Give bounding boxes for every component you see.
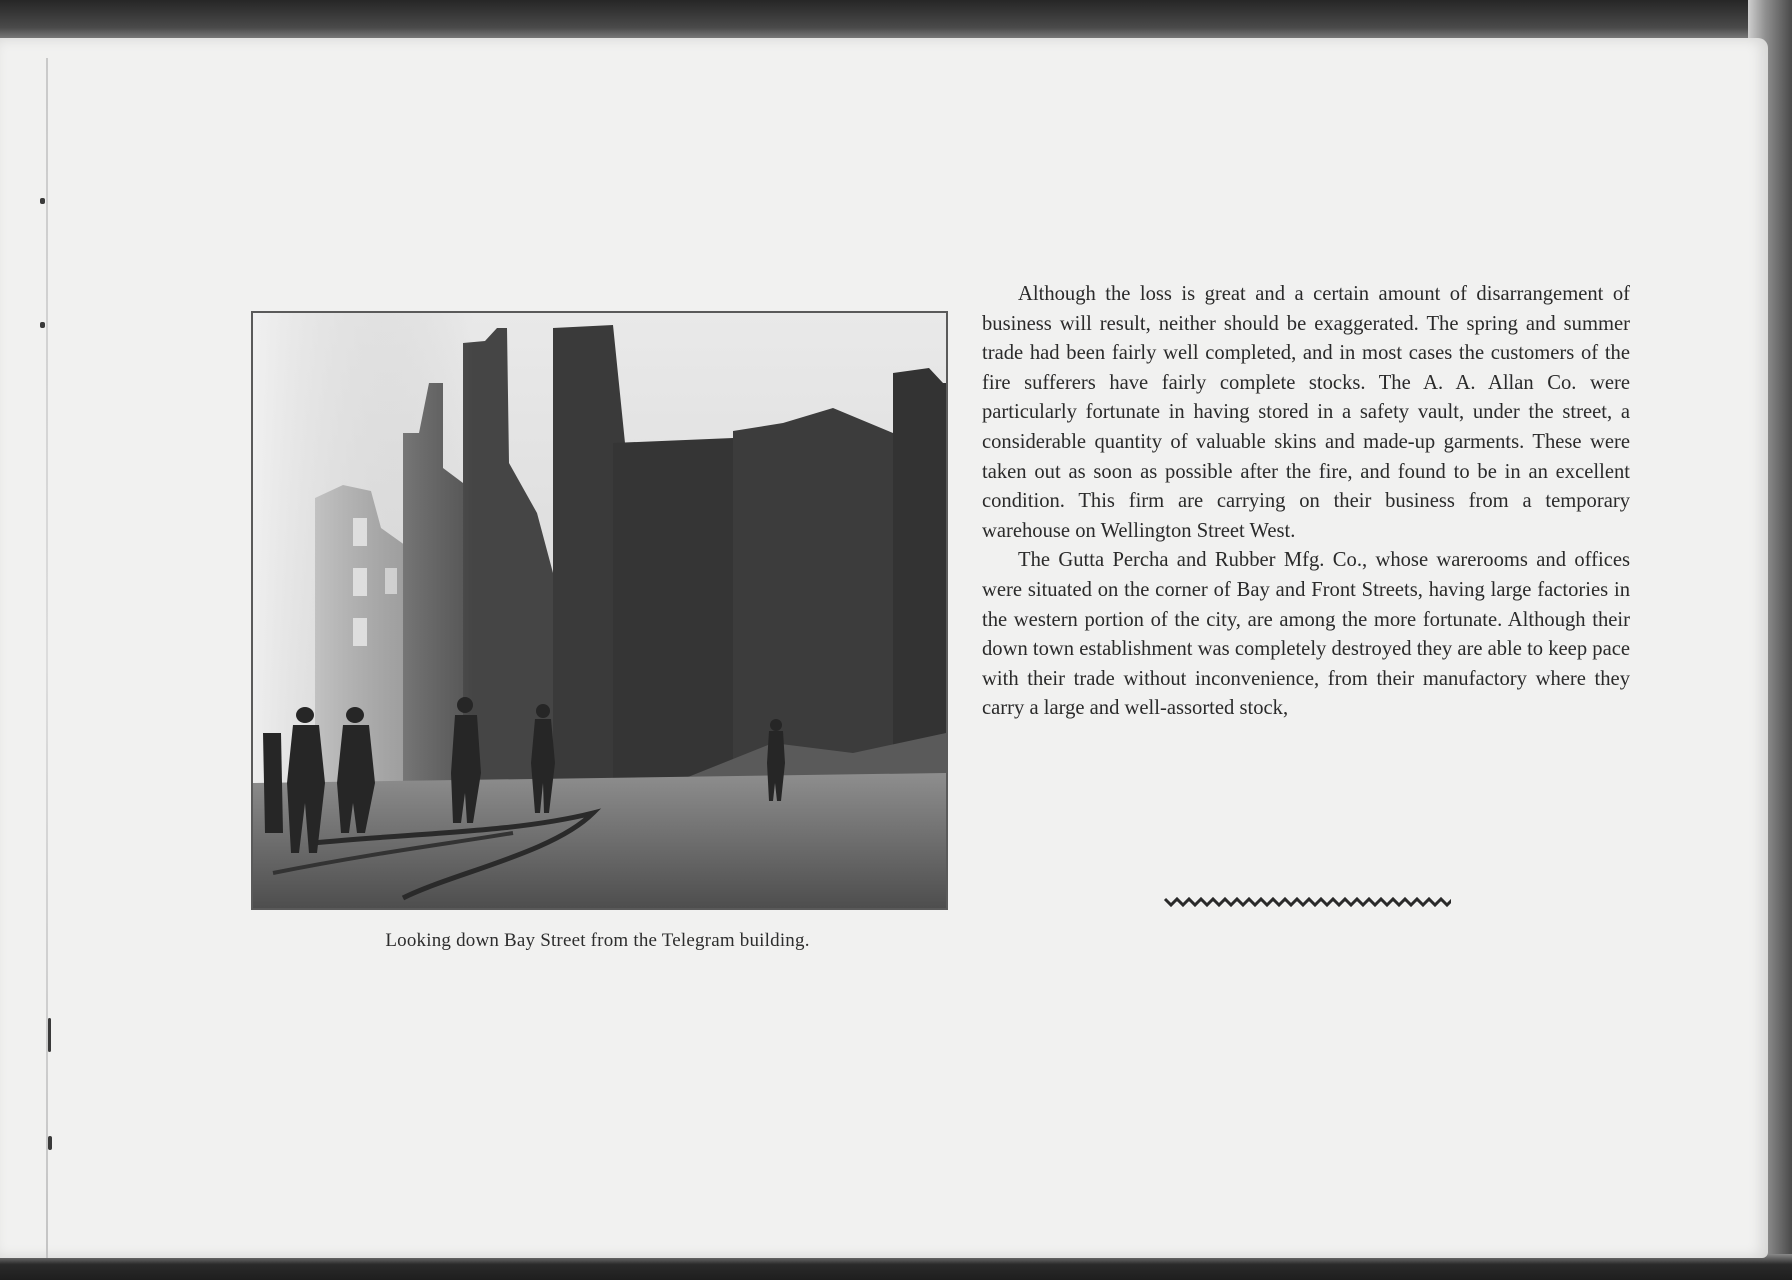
wavy-rule-path — [1165, 899, 1451, 905]
binding-gutter — [46, 58, 48, 1258]
body-text-column — [982, 280, 1630, 724]
paragraph: Although the loss is great and a certain amount of disarrangement of business will result, neither should be exaggerated. The spring and summer trade had been fairly well completed, and in most cases the customers of the fire sufferers have fairly complete stocks. The A. A. Allan Co. were particularly fortunate in having stored in a safety vault, under the street, a considerable quantity of valuable skins and made-up garments. These were taken out as soon as possible after the fire, and found to be in an excellent condition. This firm are carrying on their business from a temporary warehouse on Wellington Street West. — [982, 283, 1630, 542]
binding-stitch — [48, 1018, 51, 1052]
street-photograph — [251, 311, 948, 910]
paragraph: The Gutta Percha and Rubber Mfg. Co., whose warerooms and offices were situated on the corner of Bay and Front Streets, having large factories in the western portion of the city, are among the more fortunate. Although their down town establishment was completely destroyed they are able to keep pace with their trade without inconvenience, from their manufactory where they carry a large and well-assorted stock, — [982, 549, 1630, 720]
binding-stitch — [48, 1136, 52, 1150]
wavy-rule-ornament — [1163, 893, 1451, 909]
binding-stitch — [40, 198, 45, 204]
ruined-buildings-image — [253, 313, 946, 908]
binding-stitch — [40, 322, 45, 328]
photo-caption: Looking down Bay Street from the Telegram building. — [385, 930, 810, 951]
